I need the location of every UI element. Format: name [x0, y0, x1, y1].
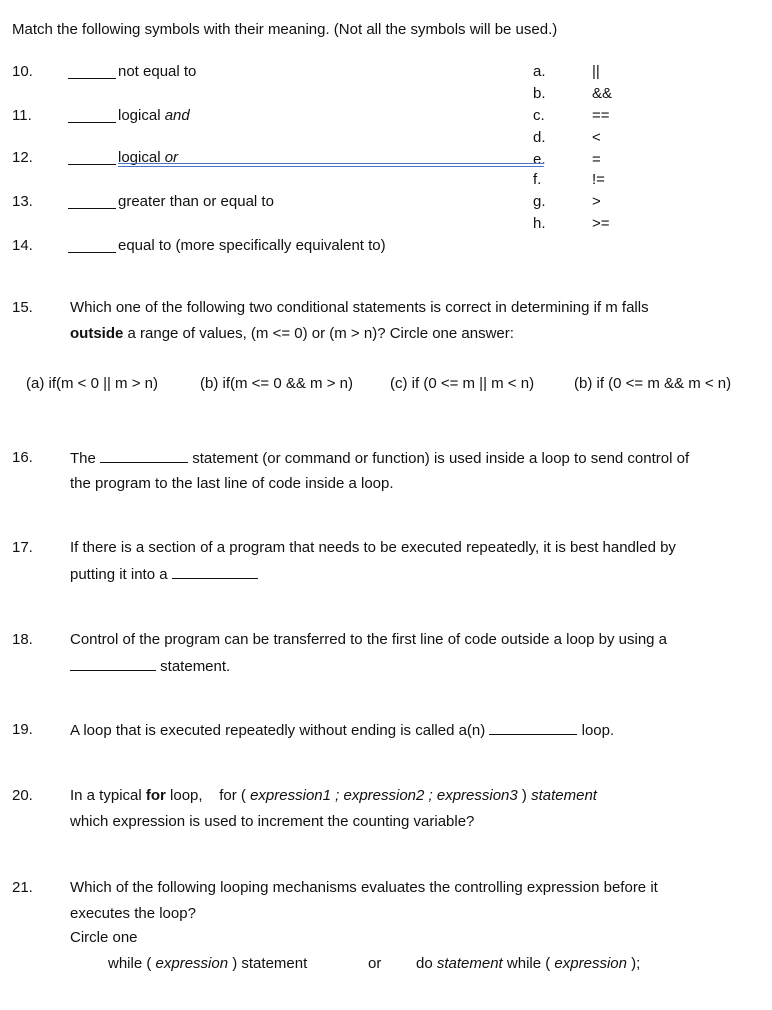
symbol-letter: h.: [533, 215, 546, 232]
symbol: >: [592, 193, 601, 210]
symbol-letter: g.: [533, 193, 546, 210]
q15-option-d[interactable]: (b) if (0 <= m && m < n): [574, 375, 732, 392]
question-number: 21.: [12, 879, 33, 896]
symbol-letter: f.: [533, 171, 542, 188]
question-number: 19.: [12, 721, 33, 738]
q21-line2: executes the loop?: [70, 905, 196, 922]
symbol: >=: [592, 215, 610, 232]
instructions: Match the following symbols with their meaning. (Not all the symbols will be used.): [12, 21, 558, 38]
symbol-letter: b.: [533, 85, 546, 102]
item-number: 12.: [12, 149, 33, 166]
symbol-letter: e.: [533, 151, 546, 168]
item-meaning: greater than or equal to: [118, 193, 274, 210]
q21-option-while[interactable]: while ( expression ) statement: [108, 955, 308, 972]
answer-blank[interactable]: [68, 194, 116, 209]
q21-option-do-while[interactable]: do statement while ( expression );: [416, 955, 641, 972]
item-number: 10.: [12, 63, 33, 80]
question-number: 20.: [12, 787, 33, 804]
symbol-letter: a.: [533, 63, 546, 80]
question-number: 17.: [12, 539, 33, 556]
q18-line2: statement.: [70, 656, 230, 677]
symbol: !=: [592, 171, 605, 188]
answer-blank[interactable]: [489, 720, 577, 735]
item-number: 11.: [12, 107, 32, 124]
item-number: 13.: [12, 193, 33, 210]
item-meaning: not equal to: [118, 63, 197, 80]
answer-blank[interactable]: [70, 656, 156, 671]
symbol: ==: [592, 107, 610, 124]
q15-line2: outside a range of values, (m <= 0) or (m > n)? Circle one answer:: [70, 325, 514, 342]
symbol: <: [592, 129, 601, 146]
q16-line1: The statement (or command or function) is used inside a loop to send control of: [70, 450, 690, 467]
symbol: =: [592, 151, 601, 168]
answer-blank[interactable]: [68, 150, 116, 165]
q15-line1: Which one of the following two conditional statements is correct in determining if m falls: [70, 299, 649, 316]
q15-option-a[interactable]: (a) if(m < 0 || m > n): [26, 375, 158, 392]
item-meaning: equal to (more specifically equivalent to): [118, 237, 386, 254]
symbol-letter: c.: [533, 107, 545, 124]
item-meaning: logical and: [118, 107, 190, 124]
question-number: 18.: [12, 631, 33, 648]
q21-or: or: [368, 955, 382, 972]
q17-line2: putting it into a: [70, 564, 258, 585]
symbol: &&: [592, 85, 613, 102]
q19-line1: A loop that is executed repeatedly without ending is called a(n) loop.: [70, 722, 615, 739]
answer-blank[interactable]: [68, 238, 116, 253]
item-number: 14.: [12, 237, 33, 254]
answer-blank[interactable]: [68, 108, 116, 123]
symbol-letter: d.: [533, 129, 546, 146]
q21-line3: Circle one: [70, 929, 138, 946]
q16-line2: the program to the last line of code inside a loop.: [70, 475, 394, 492]
match-line-drawing: [118, 163, 544, 164]
question-number: 15.: [12, 299, 33, 316]
q21-line1: Which of the following looping mechanisms evaluates the controlling expression before it: [70, 879, 658, 896]
question-number: 16.: [12, 449, 33, 466]
answer-blank[interactable]: [172, 564, 258, 579]
q15-option-b[interactable]: (b) if(m <= 0 && m > n): [200, 375, 353, 392]
answer-blank[interactable]: [68, 64, 116, 79]
q17-line1: If there is a section of a program that needs to be executed repeatedly, it is best handled by: [70, 539, 676, 556]
q15-option-c[interactable]: (c) if (0 <= m || m < n): [390, 375, 535, 392]
q18-line1: Control of the program can be transferred to the first line of code outside a loop by using a: [70, 631, 668, 648]
match-line-drawing: [118, 166, 544, 167]
item-meaning: logical or: [118, 149, 179, 166]
q20-line1: In a typical for loop, for ( expression1 ; expression2 ; expression3 ) statement: [70, 787, 597, 804]
q20-line2: which expression is used to increment the counting variable?: [70, 813, 475, 830]
answer-blank[interactable]: [100, 448, 188, 463]
symbol: ||: [592, 63, 600, 80]
